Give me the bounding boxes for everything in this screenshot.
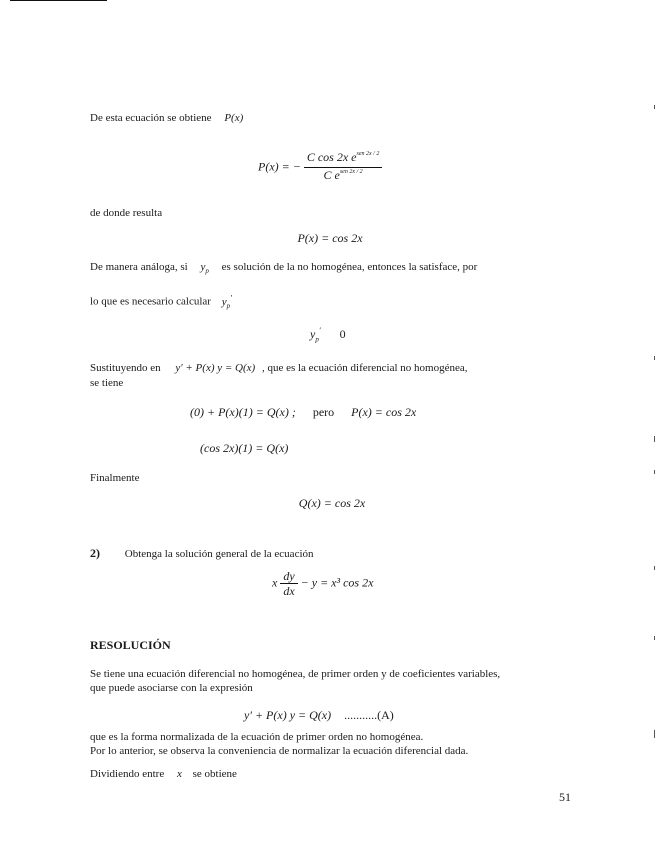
intro-paragraph [90,112,243,124]
eq4-left: (0) + P(x)(1) = Q(x) ; [190,405,296,419]
analog-paragraph [90,261,477,275]
equation-cos-q: (cos 2x)(1) = Q(x) [200,441,289,455]
divide-text-a: Dividiendo entre [90,768,165,780]
header-rule [10,0,107,1]
equation-problem [272,569,373,598]
divide-text-b: se obtiene [192,768,237,780]
eq1-denominator-exponent: sen 2x / 2 [339,169,363,175]
subst-text-a: Sustituyendo en [90,362,161,374]
equation-substitution [190,405,416,420]
divide-paragraph [90,768,237,780]
section-title: RESOLUCIÓN [90,638,171,652]
subst-text-b: , que es la ecuación diferencial no homogénea, [261,362,468,374]
eq4-right: P(x) = cos 2x [351,405,417,419]
scan-mark [654,356,655,360]
para2-line1: que es la forma normalizada de la ecuación de primer orden no homogénea. [90,731,424,743]
eq1-numerator-exponent: sen 2x / 2 [356,151,380,157]
eq3-rhs: 0 [339,327,346,341]
analog-text-a: De manera análoga, si [90,261,188,273]
para2-line2: Por lo anterior, se observa la conveniencia de normalizar la ecuación diferencial dada. [90,745,469,757]
problem-number: 2) [90,546,100,560]
scan-mark [654,636,655,640]
intro-text: De esta ecuación se obtiene [90,112,212,124]
scan-mark [654,105,655,109]
problem-derivative: $\frac{dy}{dx}$ [280,569,297,598]
calc-symbol: $y_p'$ [221,293,232,310]
analog-text-b: es solución de la no homogénea, entonces la satisface, por [221,261,478,273]
para1-line1: Se tiene una ecuación diferencial no homogénea, de primer orden y de coeficientes variables, [90,668,501,680]
eq7-formula: y′ + P(x) y = Q(x) [244,708,332,722]
equation-q-result: Q(x) = cos 2x [298,496,366,510]
subst-text-c: se tiene [90,377,124,389]
eq1-numerator: C cos 2x e [306,150,357,164]
scan-mark [654,730,655,738]
scan-mark [654,566,655,570]
equation-p-result: P(x) = cos 2x [297,231,363,245]
eq1-fraction [304,150,382,185]
intro-symbol: P(x) [224,112,244,124]
finally-text: Finalmente [90,472,140,484]
calc-paragraph [90,293,232,310]
equation-a [244,708,394,723]
scan-mark [654,436,655,442]
problem-text: Obtenga la solución general de la ecuación [124,548,314,560]
subst-equation: y′ + P(x) y = Q(x) [175,362,256,374]
eq1-lhs: P(x) = − [258,159,301,174]
equation-yp-prime: $y_p'$ 0 [310,326,346,344]
equation-p-fraction [258,150,382,185]
analog-symbol: $y_p$ [200,261,209,276]
result-intro: de donde resulta [90,207,163,219]
problem-2 [90,546,314,561]
problem-rest: − y = x³ cos 2x [300,575,374,590]
eq1-denominator: C e [323,168,340,182]
divide-symbol: x [176,768,182,780]
eq4-middle: pero [312,405,335,419]
eq7-label: ...........(A) [344,708,394,722]
scan-mark [654,470,655,474]
calc-text: lo que es necesario calcular [90,295,211,308]
page-number: 51 [559,790,571,804]
para1-line2: que puede asociarse con la expresión [90,682,253,694]
subst-paragraph [90,362,468,374]
problem-lead: x [272,575,278,590]
